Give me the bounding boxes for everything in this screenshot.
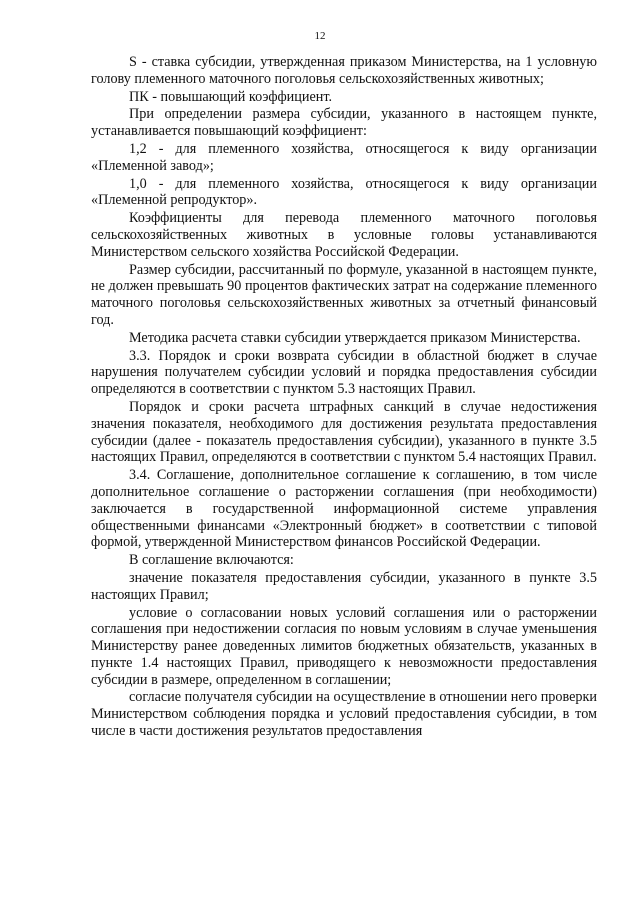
page-number: 12: [314, 30, 326, 42]
paragraph: условие о согласовании новых условий соглашения или о расторжении соглашения при недостижении согласия по новым условиям в случае уменьшения Министерству ранее доведенных лимитов бюджетных обязательств, указанных в пункте 1.4 настоящих Правил, приводящего к невозможности предоставления субсидии в размере, определенном в соглашении;: [91, 604, 597, 688]
paragraph: 3.3. Порядок и сроки возврата субсидии в областной бюджет в случае нарушения получателем субсидии условий и порядка предоставления субсидии определяются в соответствии с пунктом 5.3 настоящих Правил.: [91, 347, 597, 398]
paragraph: Коэффициенты для перевода племенного маточного поголовья сельскохозяйственных животных в условные головы устанавливаются Министерством сельского хозяйства Российской Федерации.: [91, 210, 597, 260]
paragraph: 3.4. Соглашение, дополнительное соглашение к соглашению, в том числе дополнительное соглашение о расторжении соглашения (при необходимости) заключается в государственной информационной системе управления общественными финансами «Электронный бюджет» в соответствии с типовой формой, утвержденной Министерством финансов Российской Федерации.: [91, 467, 597, 551]
paragraph: Методика расчета ставки субсидии утверждается приказом Министерства.: [129, 329, 581, 346]
paragraph: При определении размера субсидии, указанного в настоящем пункте, устанавливается повышающий коэффициент:: [91, 106, 597, 140]
paragraph: ПК - повышающий коэффициент.: [129, 88, 333, 105]
paragraph: 1,2 - для племенного хозяйства, относящегося к виду организации «Племенной завод»;: [91, 140, 597, 174]
document-body: [91, 54, 597, 740]
paragraph: 1,0 - для племенного хозяйства, относящегося к виду организации «Племенной репродуктор».: [91, 175, 597, 209]
paragraph: значение показателя предоставления субсидии, указанного в пункте 3.5 настоящих Правил;: [91, 569, 597, 603]
paragraph: S - ставка субсидии, утвержденная приказом Министерства, на 1 условную голову племенного маточного поголовья сельскохозяйственных животных;: [91, 54, 597, 87]
paragraph: Размер субсидии, рассчитанный по формуле, указанной в настоящем пункте, не должен превышать 90 процентов фактических затрат на содержание племенного маточного поголовья сельскохозяйственных животных за отчетный финансовый год.: [91, 261, 597, 328]
paragraph: Порядок и сроки расчета штрафных санкций в случае недостижения значения показателя, необходимого для достижения результата предоставления субсидии (далее - показатель предоставления субсидии), указанного в пункте 3.5 настоящих Правил, определяются в соответствии с пунктом 5.4 настоящих Правил.: [91, 398, 597, 466]
paragraph: В соглашение включаются:: [129, 552, 294, 569]
paragraph: согласие получателя субсидии на осуществление в отношении него проверки Министерством соблюдения порядка и условий предоставления субсидии, в том числе в части достижения результатов предоставления: [91, 689, 597, 740]
